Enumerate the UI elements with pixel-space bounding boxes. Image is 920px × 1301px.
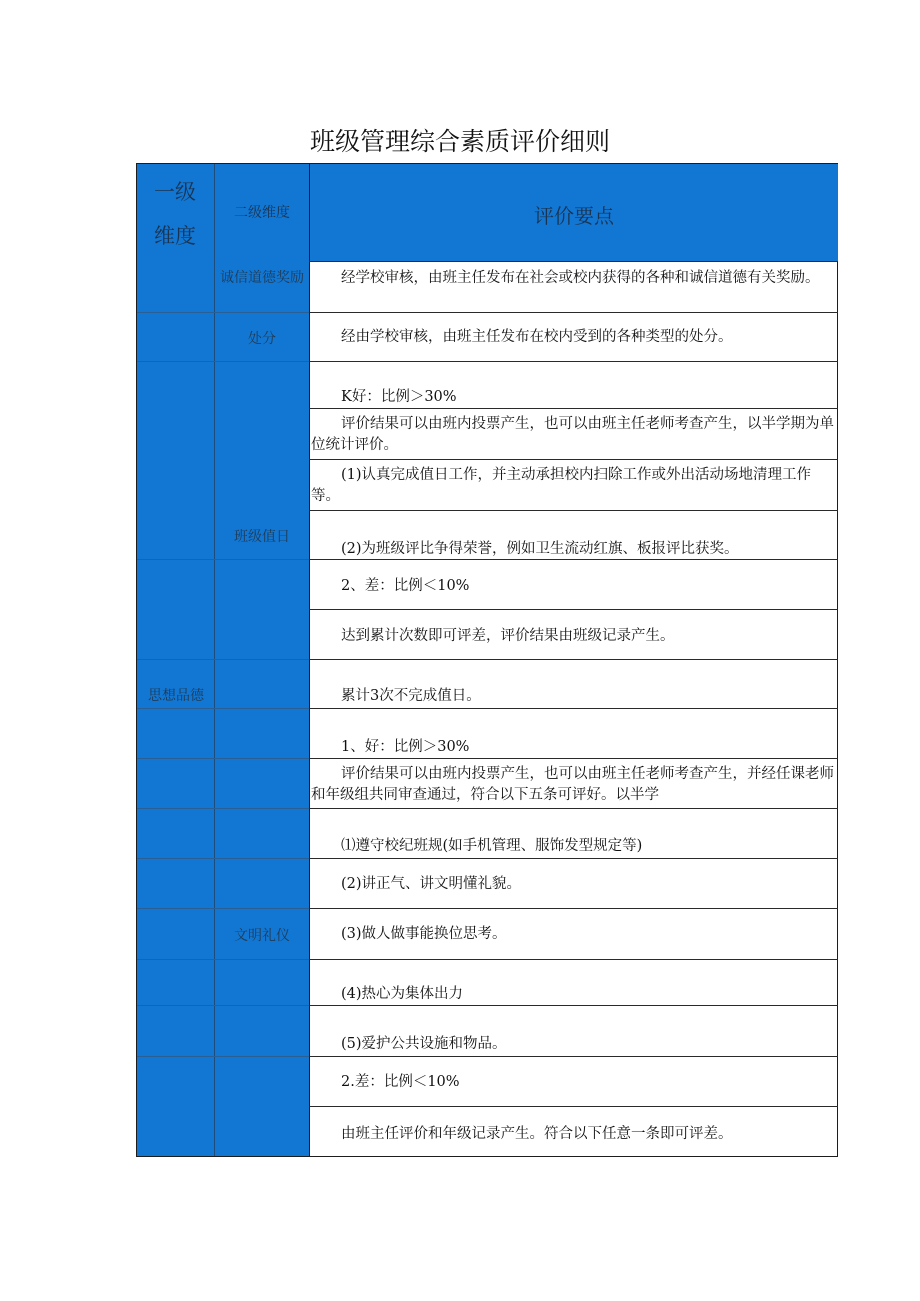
row-divider	[309, 261, 838, 262]
row-divider	[309, 758, 838, 759]
level1-sixiang: 思想品德	[148, 688, 204, 704]
row-text: (5)爱护公共设施和物品。	[341, 1036, 507, 1052]
row-divider	[309, 858, 838, 859]
row-divider	[309, 312, 838, 313]
level2-chengxin: 诚信道德奖励	[220, 270, 304, 286]
row-divider	[137, 858, 309, 859]
row-text: 经学校审核，由班主任发布在社会或校内获得的各种和诚信道德有关奖励。	[341, 270, 820, 286]
row-text: ⑴遵守校纪班规(如手机管理、服饰发型规定等)	[341, 838, 643, 854]
row-divider	[309, 1056, 838, 1057]
row-divider	[309, 510, 838, 511]
row-divider	[309, 1106, 838, 1107]
row-text: K好：比例＞30%	[341, 389, 457, 405]
row-text: 2.差：比例＜10%	[341, 1074, 460, 1090]
row-divider	[137, 659, 309, 660]
row-divider	[309, 361, 838, 362]
row-divider	[137, 361, 309, 362]
row-divider	[137, 758, 309, 759]
row-divider	[137, 312, 309, 313]
level2-wenming: 文明礼仪	[234, 928, 290, 944]
row-divider	[137, 708, 309, 709]
level2-chufen: 处分	[248, 331, 276, 347]
row-divider	[137, 559, 309, 560]
row-text: 累计3次不完成值日。	[341, 688, 481, 704]
row-text: (1)认真完成值日工作，并主动承担校内扫除工作或外出活动场地清理工作等。	[311, 467, 812, 504]
row-text: (3)做人做事能换位思考。	[341, 926, 507, 942]
row-text: 评价结果可以由班内投票产生，也可以由班主任老师考查产生，并经任课老师和年级组共同审查通过，符合以下五条可评好。以半学	[311, 766, 834, 803]
row-text: 1、好：比例＞30%	[341, 739, 470, 755]
header-points: 评价要点	[534, 204, 614, 228]
row-text: (2)为班级评比争得荣誉，例如卫生流动红旗、板报评比获奖。	[341, 541, 739, 557]
row-text: 达到累计次数即可评差，评价结果由班级记录产生。	[341, 628, 675, 644]
row-divider	[309, 1005, 838, 1006]
row-text: 经由学校审核，由班主任发布在校内受到的各种类型的处分。	[341, 329, 733, 345]
row-divider	[137, 808, 309, 809]
level2-zhiri: 班级值日	[234, 529, 290, 545]
row-divider	[137, 1056, 309, 1057]
row-divider	[137, 908, 309, 909]
row-divider	[137, 959, 309, 960]
row-text: 2、差：比例＜10%	[341, 578, 470, 594]
row-divider	[309, 609, 838, 610]
row-text: (2)讲正气、讲文明懂礼貌。	[341, 876, 522, 892]
header-level2: 二级维度	[234, 205, 290, 221]
row-divider	[309, 659, 838, 660]
row-divider	[309, 959, 838, 960]
row-text: (4)热心为集体出力	[341, 986, 464, 1002]
row-divider	[309, 459, 838, 460]
row-divider	[137, 1005, 309, 1006]
row-text: 评价结果可以由班内投票产生，也可以由班主任老师考查产生，以半学期为单位统计评价。	[311, 416, 834, 453]
row-divider	[309, 708, 838, 709]
header-level1: 一级维度	[154, 180, 196, 248]
evaluation-table	[136, 163, 838, 1157]
row-text: 由班主任评价和年级记录产生。符合以下任意一条即可评差。	[341, 1126, 733, 1142]
row-divider	[309, 808, 838, 809]
page-title: 班级管理综合素质评价细则	[309, 127, 610, 156]
row-divider	[309, 908, 838, 909]
row-divider	[309, 408, 838, 409]
